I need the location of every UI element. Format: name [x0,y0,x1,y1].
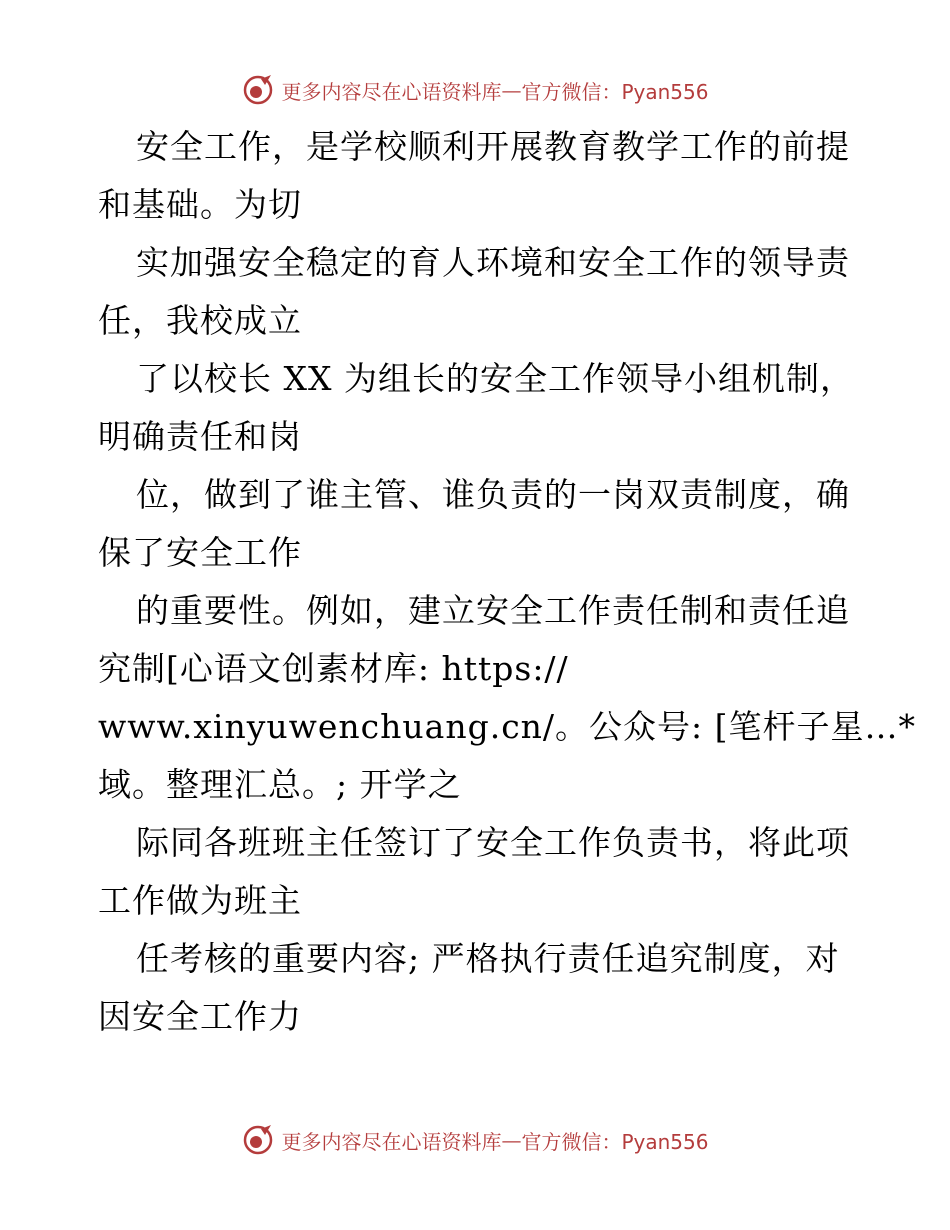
text-line: 明确责任和岗 [98,417,302,456]
footer-watermark-dash: — [501,1128,522,1152]
header-watermark-text: 更多内容尽在心语资料库 [281,79,502,104]
text-line [98,118,858,176]
text-line-content: 际同各班班主任签订了安全工作负责书，将此项 [136,823,850,862]
text-line: 究制[心语文创素材库: https:// [98,649,569,688]
text-line: 任，我校成立 [98,301,302,340]
document-body [98,118,917,1046]
text-line-content: 任考核的重要内容; 严格执行责任追究制度，对 [136,939,840,978]
text-line: 工作做为班主 [98,881,302,920]
footer-watermark-text: 更多内容尽在心语资料库 [281,1129,502,1154]
footer-watermark [0,1120,950,1160]
text-line: www.xinyuwenchuang.cn/。公众号: [笔杆子星…* [98,707,917,746]
text-line [98,582,858,640]
header-watermark-dash: — [501,78,522,102]
text-line-content: 的重要性。例如，建立安全工作责任制和责任追 [136,591,850,630]
text-line-content: 实加强安全稳定的育人环境和安全工作的领导责 [136,243,850,282]
text-line [98,350,858,408]
text-line-content: 安全工作，是学校顺利开展教育教学工作的前提 [136,127,850,166]
text-line [98,234,858,292]
text-line: 和基础。为切 [98,185,302,224]
text-line: 域。整理汇总。; 开学之 [98,765,462,804]
text-line: 保了安全工作 [98,533,302,572]
header-watermark-wechat: 官方微信：Pyan556 [521,79,709,104]
text-line [98,814,858,872]
text-line [98,930,858,988]
header-watermark [0,70,950,110]
text-line-content: 位，做到了谁主管、谁负责的一岗双责制度，确 [136,475,850,514]
logo-icon [241,1123,275,1157]
text-line: 因安全工作力 [98,997,302,1036]
footer-watermark-wechat: 官方微信：Pyan556 [521,1129,709,1154]
text-line-content: 了以校长 XX 为组长的安全工作领导小组机制， [136,359,854,398]
text-line [98,466,858,524]
logo-icon [241,73,275,107]
